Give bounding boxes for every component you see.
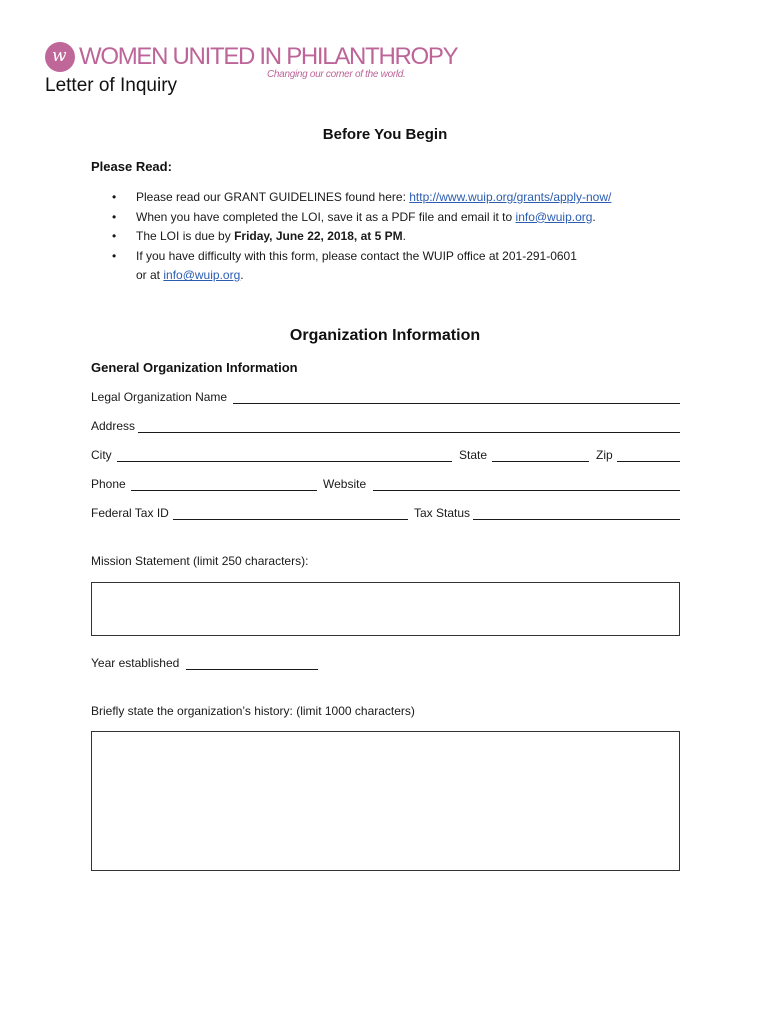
list-item: • When you have completed the LOI, save it as a PDF file and email it to info@wuip.org.: [91, 208, 691, 228]
contact-email-link[interactable]: info@wuip.org: [163, 268, 241, 283]
list-item: • The LOI is due by Friday, June 22, 2018, at 5 PM.: [91, 227, 691, 247]
due-date: Friday, June 22, 2018, at 5 PM: [234, 229, 403, 244]
phone-website-row: [91, 475, 680, 493]
mission-statement-label: Mission Statement (limit 250 characters):: [91, 554, 309, 568]
city-label: City: [91, 448, 112, 462]
state-field[interactable]: [492, 461, 589, 462]
tax-status-label: Tax Status: [414, 506, 471, 520]
general-organization-subheading: General Organization Information: [91, 360, 298, 375]
address-label: Address: [91, 419, 136, 433]
zip-label: Zip: [596, 448, 613, 462]
federal-tax-id-field[interactable]: [173, 519, 408, 520]
federal-tax-id-label: Federal Tax ID: [91, 506, 169, 520]
list-item: • Please read our GRANT GUIDELINES found here: http://www.wuip.org/grants/apply-now/: [91, 188, 691, 208]
year-established-row: [91, 654, 331, 672]
guidelines-link[interactable]: http://www.wuip.org/grants/apply-now/: [409, 190, 612, 204]
phone-field[interactable]: [131, 490, 317, 491]
legal-name-field[interactable]: [233, 403, 680, 404]
zip-field[interactable]: [617, 461, 680, 462]
state-label: State: [459, 448, 488, 462]
legal-name-row: [91, 388, 680, 406]
list-item: • If you have difficulty with this form, please contact the WUIP office at 201-291-0601 or at info@wuip.org.: [91, 247, 691, 286]
history-textarea[interactable]: [91, 731, 680, 871]
before-you-begin-heading: Before You Begin: [322, 126, 448, 143]
address-row: [91, 417, 680, 435]
city-state-zip-row: [91, 446, 680, 464]
document-title: Letter of Inquiry: [45, 75, 178, 96]
year-established-field[interactable]: [186, 669, 318, 670]
logo-tagline: Changing our corner of the world.: [267, 69, 406, 80]
city-field[interactable]: [117, 461, 452, 462]
organization-information-heading: Organization Information: [289, 327, 481, 344]
instructions-list: [91, 188, 691, 286]
website-label: Website: [323, 477, 367, 491]
logo-mark-icon: w: [45, 42, 75, 72]
year-established-label: Year established: [91, 656, 180, 670]
address-field[interactable]: [138, 432, 680, 433]
tax-row: [91, 504, 680, 522]
phone-label: Phone: [91, 477, 126, 491]
logo-name: WOMEN UNITED IN PHILANTHROPY: [79, 43, 458, 70]
email-link[interactable]: info@wuip.org: [515, 209, 593, 224]
website-field[interactable]: [373, 490, 680, 491]
tax-status-field[interactable]: [473, 519, 680, 520]
history-label: Briefly state the organization’s history: (limit 1000 characters): [91, 704, 415, 718]
please-read-label: Please Read:: [91, 159, 172, 174]
legal-name-label: Legal Organization Name: [91, 390, 228, 404]
mission-statement-textarea[interactable]: [91, 582, 680, 636]
